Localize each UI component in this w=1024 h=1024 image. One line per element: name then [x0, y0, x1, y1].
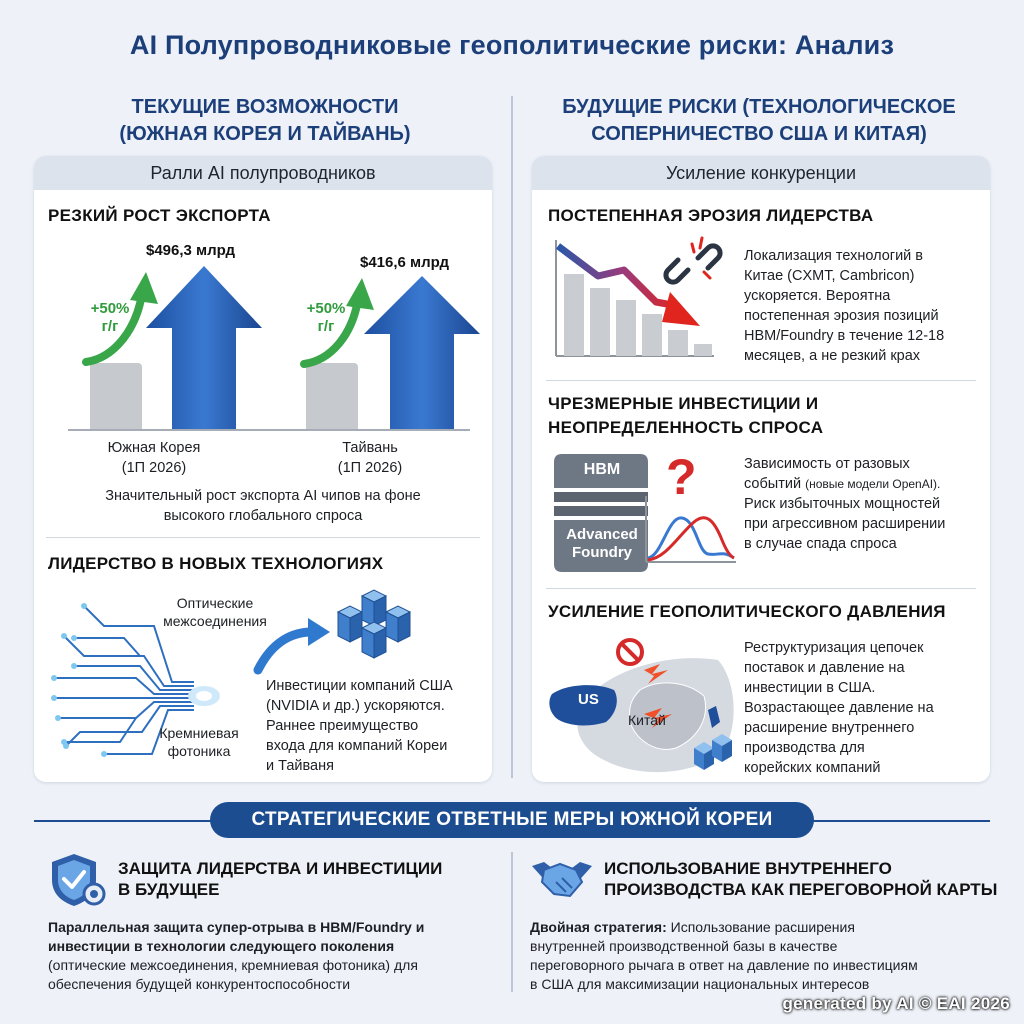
taiwan-period: (1П 2026) [337, 460, 403, 476]
foundry-label: Foundry [572, 544, 632, 561]
erosion-line1: Локализация технологий в [744, 248, 923, 264]
question-mark-icon: ? [666, 449, 697, 505]
server-stack-icon [328, 586, 428, 676]
strategy-right-rest1: Использование расширения [666, 919, 855, 935]
erosion-line2: Китае (CXMT, Cambricon) [744, 268, 915, 284]
right-heading-line1: БУДУЩИЕ РИСКИ (ТЕХНОЛОГИЧЕСКОЕ [562, 96, 956, 118]
export-caption-line2: высокого глобального спроса [163, 508, 363, 524]
strategy-divider [511, 852, 513, 992]
strategy-left-title-line1: ЗАЩИТА ЛИДЕРСТВА И ИНВЕСТИЦИИ [118, 859, 443, 878]
erosion-text [744, 246, 984, 366]
chart-baseline [68, 429, 470, 431]
strategy-right-line1 [530, 918, 1010, 937]
korea-export-value: $496,3 млрд [146, 242, 235, 259]
invest-line5: в случае спада спроса [744, 536, 897, 552]
tech-text-line5: и Тайваня [266, 758, 334, 774]
us-map-label: US [578, 691, 599, 708]
korea-growth-label [80, 300, 140, 336]
column-divider [511, 96, 513, 778]
tech-text-line2: (NVIDIA и др.) ускоряются. [266, 698, 445, 714]
broken-chain-icon [666, 236, 726, 292]
geo-line1: Реструктуризация цепочек [744, 640, 924, 656]
erosion-line4: постепенная эрозия позиций [744, 308, 939, 324]
right-panel [532, 156, 990, 782]
invest-line4: при агрессивном расширении [744, 516, 946, 532]
geo-line2: поставок и давление на [744, 660, 905, 676]
invest-line2a: событий [744, 476, 806, 492]
taiwan-caption [300, 438, 440, 478]
right-column-heading [524, 94, 994, 148]
strategy-left-text [48, 918, 498, 994]
strategy-right-title-line2: ПРОИЗВОДСТВА КАК ПЕРЕГОВОРНОЙ КАРТЫ [604, 880, 998, 899]
right-separator-1 [546, 380, 976, 381]
strategy-line-left [34, 820, 214, 822]
invest-text [744, 454, 988, 554]
left-heading-line1: ТЕКУЩИЕ ВОЗМОЖНОСТИ [131, 96, 399, 118]
export-caption-line1: Значительный рост экспорта AI чипов на фоне [105, 488, 421, 504]
export-caption [44, 486, 482, 526]
strategy-left-title-line2: В БУДУЩЕЕ [118, 880, 220, 899]
korea-previous-bar [90, 363, 142, 429]
strategy-right-rest2: внутренней производственной базы в качестве [530, 938, 838, 954]
taiwan-growth-percent: +50% [306, 300, 346, 317]
china-map-label: Китай [628, 712, 666, 728]
geo-line4: Возрастающее давление на [744, 700, 934, 716]
strategy-left-title [118, 858, 442, 900]
left-heading-line2: (ЮЖНАЯ КОРЕЯ И ТАЙВАНЬ) [119, 123, 411, 145]
export-section-title: РЕЗКИЙ РОСТ ЭКСПОРТА [48, 206, 271, 225]
taiwan-export-value: $416,6 млрд [360, 254, 449, 271]
strategy-left-rest1: (оптические межсоединения, кремниевая фотоника) для [48, 957, 418, 973]
strategy-right-rest4: в США для максимизации национальных интересов [530, 976, 870, 992]
advanced-label: Advanced [566, 526, 638, 543]
strategy-right-title [604, 858, 997, 900]
geo-line3: инвестиции в США. [744, 680, 876, 696]
tech-text-line4: входа для компаний Кореи [266, 738, 448, 754]
erosion-section-title: ПОСТЕПЕННАЯ ЭРОЗИЯ ЛИДЕРСТВА [548, 206, 874, 225]
right-panel-bar: Усиление конкуренции [532, 156, 990, 190]
taiwan-growth-period: г/г [317, 318, 335, 335]
geo-line7: корейских компаний [744, 760, 881, 776]
silicon-label-line2: фотоника [167, 743, 231, 759]
taiwan-growth-label [296, 300, 356, 336]
erosion-line5: HBM/Foundry в течение 12-18 [744, 328, 945, 344]
taiwan-name: Тайвань [342, 440, 398, 456]
watermark: generated by AI © EAI 2026 [782, 994, 1010, 1013]
tech-section-title: ЛИДЕРСТВО В НОВЫХ ТЕХНОЛОГИЯХ [48, 554, 384, 573]
right-separator-2 [546, 588, 976, 589]
silicon-label-line1: Кремниевая [159, 725, 239, 741]
erosion-line6: месяцев, а не резкий крах [744, 348, 921, 364]
geo-section-title: УСИЛЕНИЕ ГЕОПОЛИТИЧЕСКОГО ДАВЛЕНИЯ [548, 602, 946, 621]
strategy-right-rest3: переговорного рычага в ответ на давление по инвестициям [530, 957, 918, 973]
hbm-label: HBM [583, 461, 621, 478]
curved-arrow-icon [252, 616, 332, 676]
advanced-foundry-label [554, 526, 650, 562]
invest-line2b: (новые модели OpenAI). [805, 477, 941, 491]
korea-caption [84, 438, 224, 478]
strategy-left-bold2: инвестиции в технологии следующего поколения [48, 938, 395, 954]
strategy-banner: СТРАТЕГИЧЕСКИЕ ОТВЕТНЫЕ МЕРЫ ЮЖНОЙ КОРЕИ [210, 802, 814, 838]
korea-name: Южная Корея [107, 440, 201, 456]
taiwan-previous-bar [306, 363, 358, 429]
strategy-right-bold: Двойная стратегия: [530, 919, 667, 935]
invest-title-line2: НЕОПРЕДЕЛЕННОСТЬ СПРОСА [548, 418, 824, 437]
shield-gear-icon [48, 852, 108, 908]
tech-text-line1: Инвестиции компаний США [266, 678, 453, 694]
geo-line5: расширение внутреннего [744, 720, 915, 736]
invest-line2 [744, 474, 988, 494]
silicon-label [144, 724, 254, 760]
left-separator [46, 537, 480, 538]
left-panel-bar: Ралли AI полупроводников [34, 156, 492, 190]
geo-text [744, 638, 988, 778]
erosion-line3: ускоряется. Вероятна [744, 288, 891, 304]
optical-label-line2: межсоединения [163, 613, 267, 629]
right-heading-line2: СОПЕРНИЧЕСТВО США И КИТАЯ) [591, 123, 927, 145]
invest-title-line1: ЧРЕЗМЕРНЫЕ ИНВЕСТИЦИИ И [548, 394, 819, 413]
left-panel [34, 156, 492, 782]
optical-label-line1: Оптические [176, 595, 254, 611]
strategy-line-right [810, 820, 990, 822]
korea-growth-percent: +50% [90, 300, 130, 317]
invest-section-title [548, 392, 823, 440]
invest-line1: Зависимость от разовых [744, 456, 910, 472]
tech-text-line3: Раннее преимущество [266, 718, 419, 734]
handshake-icon [530, 852, 594, 904]
left-column-heading [30, 94, 500, 148]
strategy-right-text [530, 918, 1010, 994]
strategy-left-bold1: Параллельная защита супер-отрыва в HBM/Foundry и [48, 919, 425, 935]
taiwan-export-arrow-icon [362, 276, 482, 431]
korea-growth-period: г/г [101, 318, 119, 335]
korea-period: (1П 2026) [121, 460, 187, 476]
page-title: AI Полупроводниковые геополитические риски: Анализ [129, 30, 895, 60]
strategy-left-rest2: обеспечения будущей конкурентоспособности [48, 976, 351, 992]
invest-line3: Риск избыточных мощностей [744, 496, 941, 512]
korea-export-arrow-icon [144, 266, 264, 431]
tech-text [266, 676, 486, 776]
geo-line6: производства для [744, 740, 865, 756]
demand-curve-icon [642, 496, 738, 566]
strategy-right-title-line1: ИСПОЛЬЗОВАНИЕ ВНУТРЕННЕГО [604, 859, 892, 878]
